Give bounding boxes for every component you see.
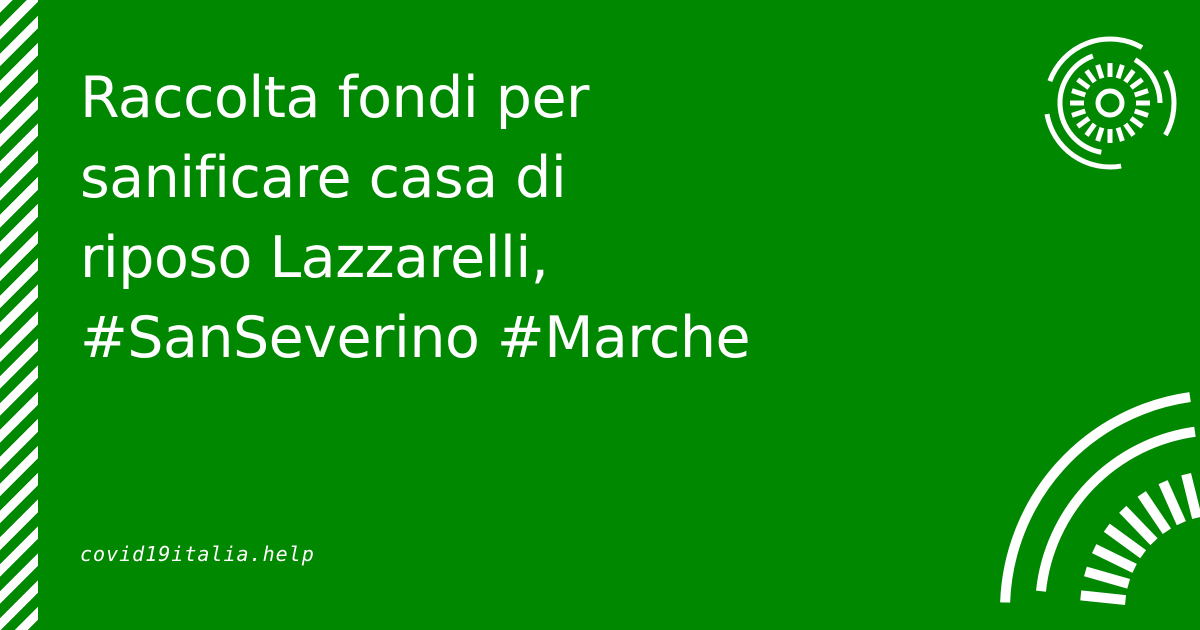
logo-tick: [1072, 91, 1085, 95]
headline: [80, 58, 980, 378]
logo-tick: [1135, 111, 1148, 115]
logo-center-ring: [1098, 91, 1122, 115]
logo-tick: [1125, 71, 1133, 82]
covid-radial-logo-icon: [980, 370, 1200, 630]
diagonal-stripes-icon: [0, 0, 38, 630]
logo-tick: [1131, 79, 1142, 87]
logo-tick: [1186, 474, 1197, 518]
logo-tick: [1078, 118, 1089, 126]
logo-tick: [1118, 65, 1122, 78]
headline-line-2: sanificare casa di: [80, 145, 567, 211]
logo-tick: [1131, 118, 1142, 126]
site-domain: covid19italia.help: [80, 542, 315, 566]
headline-line-4: #SanSeverino #Marche: [80, 305, 751, 371]
logo-tick: [1086, 71, 1094, 82]
logo-tick: [1163, 482, 1181, 523]
logo-tick: [1125, 124, 1133, 135]
headline-line-3: riposo Lazzarelli,: [80, 225, 549, 291]
logo-tick: [1135, 91, 1148, 95]
logo-outer-arc: [1165, 71, 1174, 135]
logo-tick: [1072, 111, 1085, 115]
logo-tick: [1098, 65, 1102, 78]
logo-tick: [1081, 595, 1126, 600]
logo-tick: [1098, 128, 1102, 141]
covid-radial-logo-icon: [1030, 18, 1180, 183]
logo-tick: [1094, 549, 1134, 569]
logo-tick: [1078, 79, 1089, 87]
logo-tick: [1085, 571, 1128, 583]
logo-tick: [1118, 128, 1122, 141]
logo-tick: [1086, 124, 1094, 135]
headline-line-1: Raccolta fondi per: [80, 65, 589, 131]
